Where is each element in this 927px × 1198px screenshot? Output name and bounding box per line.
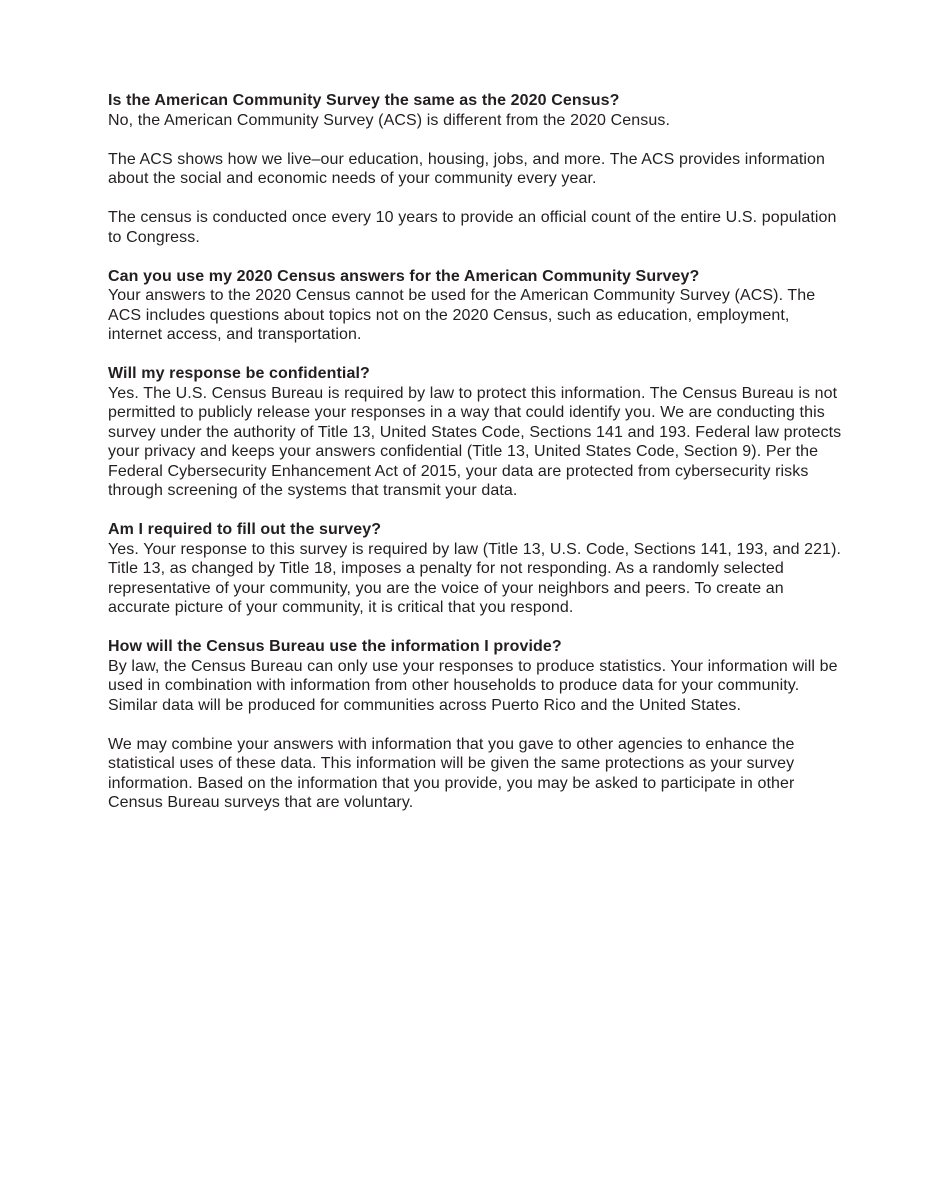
faq-paragraph: The census is conducted once every 10 years to provide an official count of the entire U.S. population to Congress. (108, 209, 837, 246)
faq-question: Will my response be confidential? (108, 365, 370, 382)
faq-paragraph: By law, the Census Bureau can only use your responses to produce statistics. Your information will be used in combination with information from other households to produce data for your community. Similar data will be produced for communities across Puerto Rico and the United States. (108, 657, 838, 714)
faq-section-census-answers (108, 267, 848, 345)
faq-question: Am I required to fill out the survey? (108, 521, 382, 538)
faq-question: How will the Census Bureau use the information I provide? (108, 638, 562, 655)
faq-paragraph: Yes. The U.S. Census Bureau is required by law to protect this information. The Census Bureau is not permitted to publicly release your responses in a way that could identify you. We are conducting this survey under the authority of Title 13, United States Code, Sections 141 and 193. Federal law protects your privacy and keeps your answers confidential (Title 13, United States Code, Section 9). Per the Federal Cybersecurity Enhancement Act of 2015, your data are protected from cybersecurity risks through screening of the systems that transmit your data. (108, 384, 842, 499)
faq-text-column (108, 91, 848, 813)
faq-paragraph: The ACS shows how we live–our education, housing, jobs, and more. The ACS provides information about the social and economic needs of your community every year. (108, 150, 826, 187)
faq-section-required (108, 520, 848, 618)
faq-section-information-use (108, 637, 848, 813)
faq-section-confidentiality (108, 364, 848, 501)
faq-paragraph: Yes. Your response to this survey is required by law (Title 13, U.S. Code, Sections 141, 193, and 221). Title 13, as changed by Title 18, imposes a penalty for not responding. As a randomly selected representative of your community, you are the voice of your neighbors and peers. To create an accurate picture of your community, it is critical that you respond. (108, 540, 842, 616)
faq-question: Can you use my 2020 Census answers for the American Community Survey? (108, 267, 700, 285)
faq-section-acs-vs-census (108, 91, 848, 247)
faq-paragraph: No, the American Community Survey (ACS) is different from the 2020 Census. (108, 111, 671, 129)
faq-question: Is the American Community Survey the same as the 2020 Census? (108, 92, 620, 109)
faq-paragraph: Your answers to the 2020 Census cannot be used for the American Community Survey (ACS). The ACS includes questions about topics not on the 2020 Census, such as education, employment, internet access, and transportation. (108, 287, 816, 343)
faq-paragraph: We may combine your answers with information that you gave to other agencies to enhance the statistical uses of these data. This information will be given the same protections as your survey information. Based on the information that you provide, you may be asked to participate in other Census Bureau surveys that are voluntary. (108, 735, 795, 811)
